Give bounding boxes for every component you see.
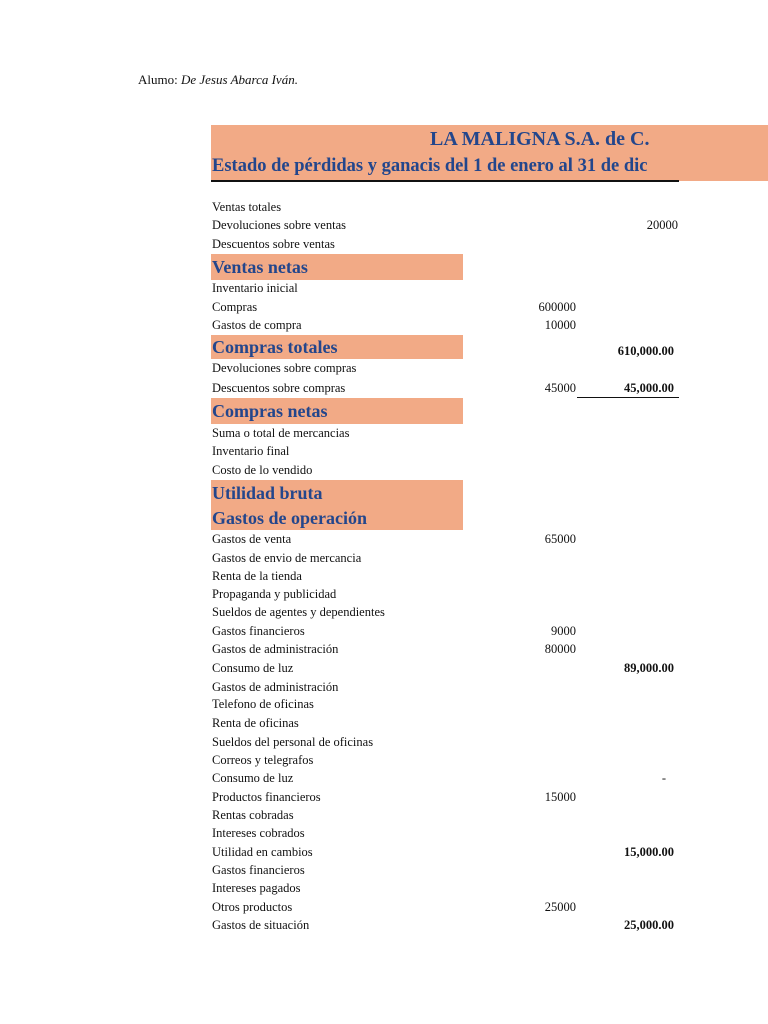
row-label: Gastos de administración — [212, 680, 339, 694]
statement-subtitle: Estado de pérdidas y ganacis del 1 de enero al 31 de dic — [212, 156, 648, 176]
row-label: Propaganda y publicidad — [212, 587, 337, 601]
row-label: Gastos financieros — [212, 863, 305, 877]
row-amount: 10000 — [544, 318, 576, 332]
row-label: Renta de la tienda — [212, 569, 302, 583]
student-name: De Jesus Abarca Iván. — [180, 72, 298, 87]
student-line — [138, 72, 298, 88]
student-label: Alumo: — [138, 72, 178, 87]
row-label: Compras — [212, 300, 258, 314]
row-label: Descuentos sobre ventas — [212, 237, 335, 251]
row-label: Intereses cobrados — [212, 826, 305, 840]
row-label: Devoluciones sobre compras — [212, 361, 357, 375]
row-label: Ventas totales — [212, 200, 282, 214]
row-label: Renta de oficinas — [212, 716, 299, 730]
row-amount: 9000 — [551, 624, 576, 638]
row-label: Suma o total de mercancias — [212, 426, 350, 440]
row-label: Sueldos de agentes y dependientes — [212, 605, 385, 619]
section-compras-totales — [211, 335, 463, 359]
section-ventas-netas — [211, 254, 463, 280]
row-label: Gastos financieros — [212, 624, 305, 638]
row-label: Gastos de venta — [212, 532, 292, 546]
row-label: Inventario inicial — [212, 281, 298, 295]
row-label: Otros productos — [212, 900, 293, 914]
row-label: Devoluciones sobre ventas — [212, 218, 346, 232]
row-total-dash: - — [661, 771, 666, 785]
row-label: Gastos de compra — [212, 318, 302, 332]
row-label: Gastos de administración — [212, 642, 339, 656]
row-label: Gastos de situación — [212, 918, 310, 932]
row-label: Utilidad en cambios — [212, 845, 313, 859]
row-label: Telefono de oficinas — [212, 697, 314, 711]
row-label: Consumo de luz — [212, 661, 294, 675]
row-label: Rentas cobradas — [212, 808, 294, 822]
row-total: 89,000.00 — [624, 661, 674, 675]
section-label: Compras totales — [212, 337, 338, 357]
row-amount: 600000 — [538, 300, 576, 314]
row-label: Intereses pagados — [212, 881, 301, 895]
company-name: LA MALIGNA S.A. de C. — [430, 128, 650, 150]
statement-subtitle-cell — [211, 154, 679, 182]
row-label: Gastos de envio de mercancia — [212, 551, 362, 565]
row-label: Costo de lo vendido — [212, 463, 313, 477]
row-amount: 45000 — [544, 381, 576, 395]
row-label: Productos financieros — [212, 790, 321, 804]
section-label-gastos-operacion: Gastos de operación — [212, 508, 367, 528]
row-total: 610,000.00 — [617, 344, 674, 358]
row-amount: 25000 — [544, 900, 576, 914]
section-label-utilidad-bruta: Utilidad bruta — [212, 483, 323, 503]
row-amount: 15000 — [544, 790, 576, 804]
section-compras-netas — [211, 398, 463, 424]
section-label: Compras netas — [212, 401, 328, 421]
total-underline — [577, 397, 679, 398]
row-total: 15,000.00 — [624, 845, 674, 859]
row-label: Inventario final — [212, 444, 290, 458]
row-amount: 65000 — [544, 532, 576, 546]
row-total: 20000 — [646, 218, 678, 232]
section-label: Ventas netas — [212, 257, 308, 277]
row-label: Consumo de luz — [212, 771, 294, 785]
row-label: Descuentos sobre compras — [212, 381, 346, 395]
section-utilidad-gastos — [211, 480, 463, 530]
row-label: Correos y telegrafos — [212, 753, 314, 767]
row-label: Sueldos del personal de oficinas — [212, 735, 374, 749]
row-total: 45,000.00 — [624, 381, 674, 395]
row-total: 25,000.00 — [624, 918, 674, 932]
row-amount: 80000 — [544, 642, 576, 656]
